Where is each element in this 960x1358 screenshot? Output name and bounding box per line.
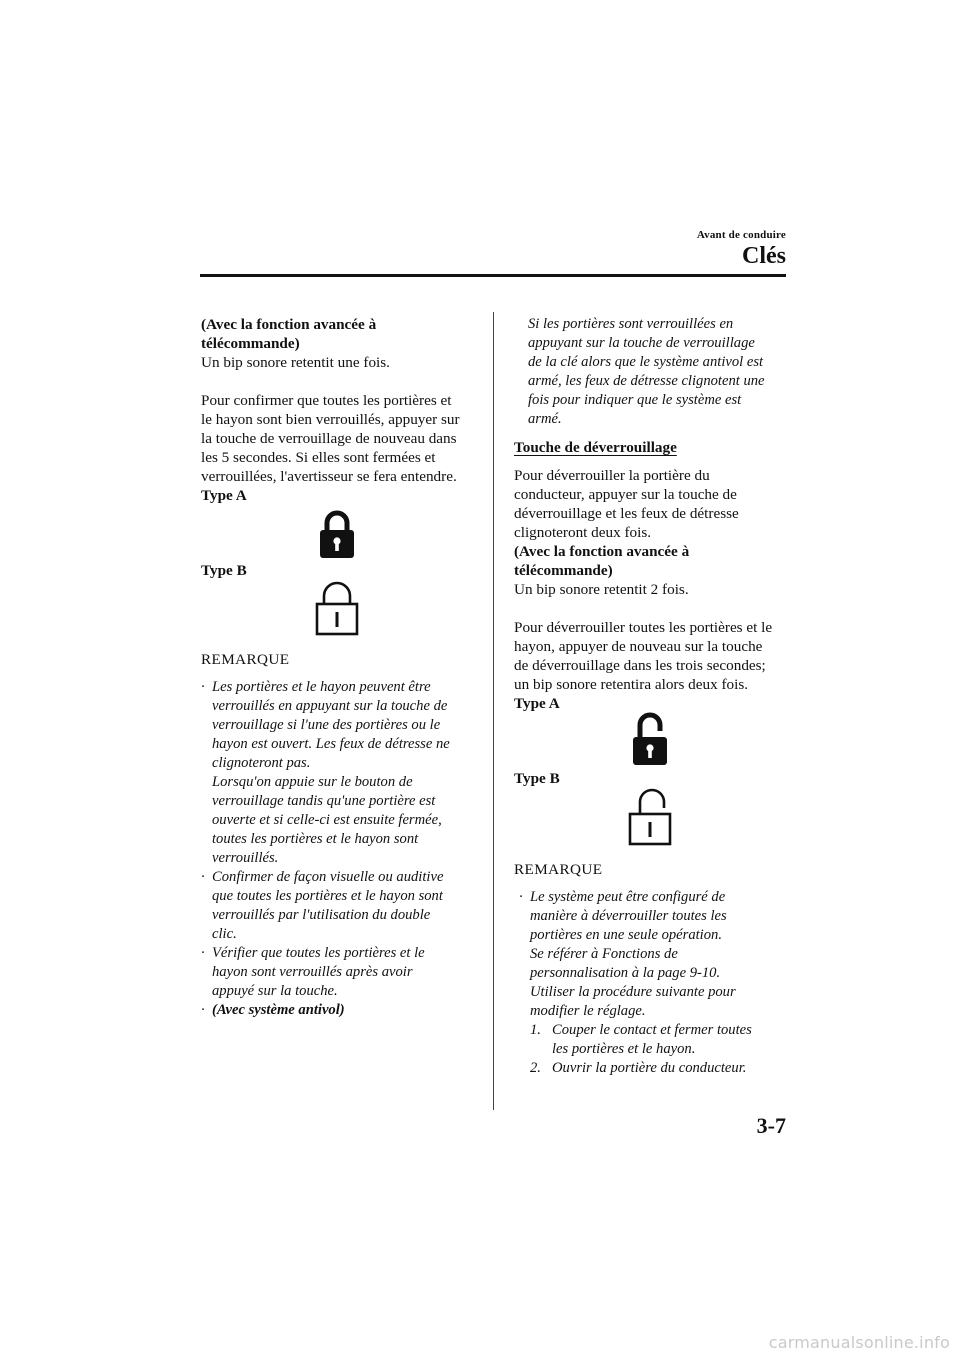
type-a-label: Type A xyxy=(514,695,560,712)
note-bullet-2: · Confirmer de façon visuelle ou auditive que toutes les portières et le hayon sont verrouillés par l'utilisation du double clic. xyxy=(201,869,444,942)
lock-open-outline-icon xyxy=(628,786,674,846)
page-title: Clés xyxy=(742,243,786,269)
step-2: 2. Ouvrir la portière du conducteur. xyxy=(530,1060,747,1076)
header-rule xyxy=(200,274,786,277)
watermark: carmanualsonline.info xyxy=(768,1333,950,1352)
note-bullet-1: · Les portières et le hayon peuvent être verrouillés en appuyant sur la touche de verrouillage si l'une des portières ou le hayon est ouvert. Les feux de détresse ne clignoteront pas. Lorsqu'on appuie sur le bouton de verrouillage tandis qu'une portière est ouverte et si celle-ci est ensuite fermée, toutes les portières et le hayon sont verrouillés. xyxy=(201,679,450,866)
column-divider xyxy=(493,312,494,1110)
right-column xyxy=(514,315,789,1078)
note-bullet-configure: · Le système peut être configuré de manière à déverrouiller toutes les portières en une seule opération. Se référer à Fonctions de personnalisation à la page 9-10. Utiliser la procédure suivante pour modifier le réglage. 1. Couper le contact et fermer toutes les portières et le hayon. 2. Ouvrir la portière du conducteur. xyxy=(519,888,789,1078)
lock-closed-outline-icon xyxy=(315,580,359,636)
bip-once-text: Un bip sonore retentit une fois. xyxy=(201,354,390,371)
type-b-label: Type B xyxy=(514,770,560,787)
confirm-paragraph: Pour confirmer que toutes les portières et le hayon sont bien verrouillés, appuyer sur la touche de verrouillage de nouveau dans les 5 secondes. Si elles sont fermées et verrouillées, l'avertisseur se fera entendre. xyxy=(201,392,460,485)
lock-closed-solid-icon xyxy=(318,509,356,559)
advanced-remote-heading-cont: télécommande) xyxy=(514,562,613,579)
unlock-all-paragraph: Pour déverrouiller toutes les portières et le hayon, appuyer de nouveau sur la touche de déverrouillage dans les trois secondes; un bip sonore retentira alors deux fois. xyxy=(514,619,773,693)
note-label: REMARQUE xyxy=(514,861,603,878)
note-bullet-4: · (Avec système antivol) xyxy=(201,1002,345,1018)
bullet-dot-icon: · xyxy=(201,869,205,885)
step-1: 1. Couper le contact et fermer toutes les portières et le hayon. xyxy=(530,1022,752,1057)
advanced-remote-heading: (Avec la fonction avancée à xyxy=(201,316,377,333)
unlock-section-title: Touche de déverrouillage xyxy=(514,439,677,456)
advanced-remote-heading: (Avec la fonction avancée à xyxy=(514,543,690,560)
page-number: 3-7 xyxy=(756,1113,786,1138)
type-a-label: Type A xyxy=(201,487,247,504)
bullet-dot-icon: · xyxy=(201,679,205,695)
note-label: REMARQUE xyxy=(201,651,290,668)
antitheft-paragraph: Si les portières sont verrouillées en appuyant sur la touche de verrouillage de la clé alors que le système antivol est armé, les feux de détresse clignotent une fois pour indiquer que le système est armé. xyxy=(528,316,765,427)
bip-twice-text: Un bip sonore retentit 2 fois. xyxy=(514,581,689,598)
note-bullet-3: · Vérifier que toutes les portières et le hayon sont verrouillés après avoir appuyé sur la touche. xyxy=(201,945,425,999)
left-column xyxy=(201,315,481,1020)
unlock-driver-paragraph: Pour déverrouiller la portière du conducteur, appuyer sur la touche de déverrouillage et les feux de détresse clignoteront deux fois. xyxy=(514,467,739,541)
bullet-dot-icon: · xyxy=(201,945,205,961)
section-label: Avant de conduire xyxy=(696,229,786,241)
type-b-label: Type B xyxy=(201,562,247,579)
advanced-remote-heading-cont: télécommande) xyxy=(201,335,300,352)
lock-open-solid-icon xyxy=(630,711,670,767)
bullet-dot-icon: · xyxy=(519,889,523,905)
bullet-dot-icon: · xyxy=(201,1002,205,1018)
